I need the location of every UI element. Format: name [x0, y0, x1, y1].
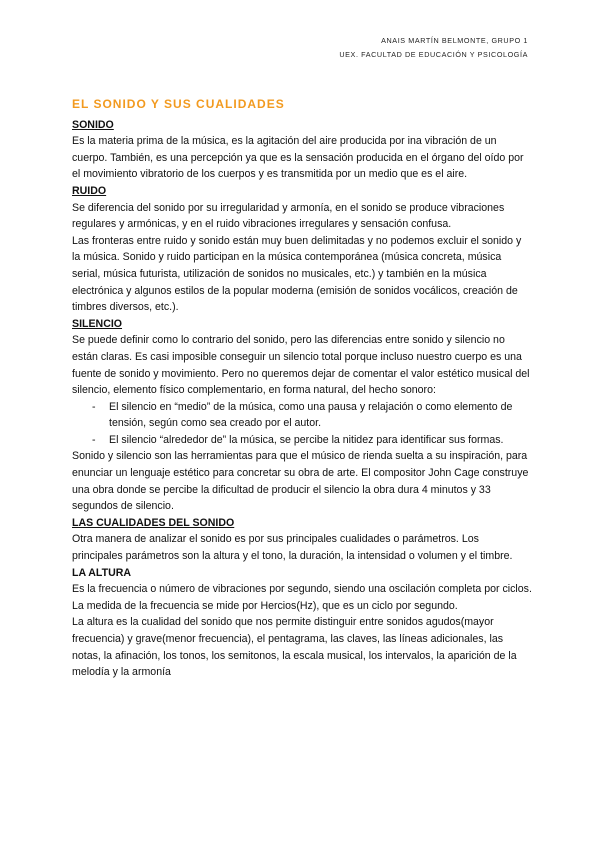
- paragraph-ruido-2: Las fronteras entre ruido y sonido están muy buen delimitadas y no podemos excluir el sonido y la música. Sonido y ruido participan en la música contemporánea (música concreta, música serial, música futurista, utilización de sonidos no musicales, etc.) y también en la música electrónica y algunos estilos de la popular moderna (emisión de sonidos vocálicos, creación de timbres diversos, etc.).: [72, 234, 522, 314]
- list-item: - El silencio en “medio” de la música, como una pausa y relajación o como elemento de tensión, según como sea creado por el autor.: [72, 399, 532, 432]
- faculty-line: UEX. FACULTAD DE EDUCACIÓN Y PSICOLOGÍA: [339, 50, 528, 59]
- author-line: ANAIS MARTÍN BELMONTE, GRUPO 1: [381, 36, 528, 45]
- paragraph-sonido: Es la materia prima de la música, es la agitación del aire producida por ina vibración de un cuerpo. También, es una percepción ya que es la sensación producida en el órgano del oído por el movimiento vibratorio de los cuerpos y es transmitida por un medio que es el aire.: [72, 135, 524, 181]
- document-body: [72, 96, 532, 681]
- paragraph-silencio-2: Sonido y silencio son las herramientas para que el músico de rienda suelta a su inspiración, para enunciar un lenguaje estético para concretar su obra de arte. El compositor John Cage construye una obra donde se percibe la dificultad de producir el silencio la obra dura 4 minutos y 33 segundos de silencio.: [72, 450, 529, 513]
- list-item: - El silencio “alrededor de” la música, se percibe la nitidez para identificar sus formas.: [72, 432, 532, 449]
- paragraph-altura-1: Es la frecuencia o número de vibraciones por segundo, siendo una oscilación completa por ciclos. La medida de la frecuencia se mide por Hercios(Hz), que es un ciclo por segundo.: [72, 583, 532, 612]
- section-heading-sonido: SONIDO: [72, 118, 114, 131]
- paragraph-cualidades: Otra manera de analizar el sonido es por sus principales cualidades o parámetros. Los principales parámetros son la altura y el tono, la duración, la intensidad o volumen y el timbre.: [72, 533, 513, 563]
- section-heading-altura: LA ALTURA: [72, 566, 132, 579]
- paragraph-altura-2: La altura es la cualidad del sonido que nos permite distinguir entre sonidos agudos(mayor frecuencia) y grave(menor frecuencia), el pentagrama, las claves, las líneas adicionales, las notas, la afinación, los tonos, los semitonos, la escala musical, los intervalos, la aparición de la melodía y la armonía: [72, 616, 517, 679]
- page-title: EL SONIDO Y SUS CUALIDADES: [72, 97, 285, 111]
- section-heading-silencio: SILENCIO: [72, 317, 123, 330]
- paragraph-ruido-1: Se diferencia del sonido por su irregularidad y armonía, en el sonido se produce vibraciones regulares y armónicas, y en el ruido vibraciones irregulares y sensación confusa.: [72, 201, 505, 231]
- section-heading-cualidades: LAS CUALIDADES DEL SONIDO: [72, 516, 235, 529]
- document-header: [339, 34, 528, 62]
- section-heading-ruido: RUIDO: [72, 184, 107, 197]
- silencio-list: [72, 399, 532, 449]
- paragraph-silencio-1: Se puede definir como lo contrario del sonido, pero las diferencias entre sonido y silencio no están claras. Es casi imposible conseguir un silencio total porque incluso nuestro cuerpo es una fuente de sonido y movimiento. Pero no queremos dejar de comentar el valor estético musical del silencio, elemento físico complementario, en forma natural, del hecho sonoro:: [72, 334, 530, 397]
